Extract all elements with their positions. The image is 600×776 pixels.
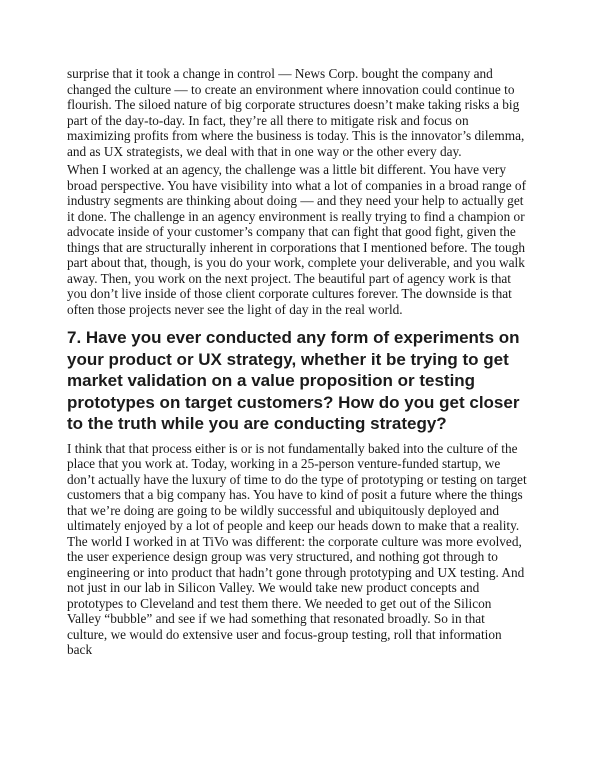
paragraph-continuation: surprise that it took a change in control — News Corp. bought the company and changed the culture — to create an environment where innovation could continue to flourish. The siloed nature of big corporate structures doesn’t make taking risks a big part of the day-to-day. In fact, they’re all there to mitigate risk and focus on maximizing profits from where the business is today. This is the innovator’s dilemma, and as UX strategists, we deal with that in one way or the other every day. bbox=[67, 66, 525, 159]
paragraph-agency-work: When I worked at an agency, the challenge was a little bit different. You have very broad perspective. You have visibility into what a lot of companies in a broad range of industry segments are thinking about doing — and they need your help to actually get it done. The challenge in an agency environment is really trying to find a champion or advocate inside of your customer’s company that can fight that good fight, given the things that are structurally inherent in corporations that I mentioned before. The tough part about that, though, is you do your work, complete your deliverable, and you walk away. Then, you work on the next project. The beautiful part of agency work is that you don’t live inside of those client corporate cultures forever. The downside is that often those projects never see the light of day in the real world. bbox=[67, 162, 527, 317]
question-7-heading: 7. Have you ever conducted any form of experiments on your product or UX strategy, whether it be trying to get market validation on a value proposition or testing prototypes on target customers? How do you get closer to the truth while you are conducting strategy? bbox=[67, 328, 520, 434]
paragraph-answer: I think that that process either is or is not fundamentally baked into the culture of the place that you work at. Today, working in a 25-person venture-funded startup, we don’t actually have the luxury of time to do the type of prototyping or testing on target customers that a big company has. You have to kind of posit a future where the things that we’re doing are going to be wildly successful and ubiquitously deployed and ultimately enjoyed by a lot of people and keep our heads down to make that a reality. The world I worked in at TiVo was different: the corporate culture was more evolved, the user experience design group was very structured, and nothing got through to engineering or into product that hadn’t gone through prototyping and UX testing. And not just in our lab in Silicon Valley. We would take new product concepts and prototypes to Cleveland and test them there. We needed to get out of the Silicon Valley “bubble” and see if we had something that resonated broadly. So in that culture, we would do extensive user and focus-group testing, roll that information back bbox=[67, 440, 527, 658]
page-content bbox=[67, 66, 528, 661]
